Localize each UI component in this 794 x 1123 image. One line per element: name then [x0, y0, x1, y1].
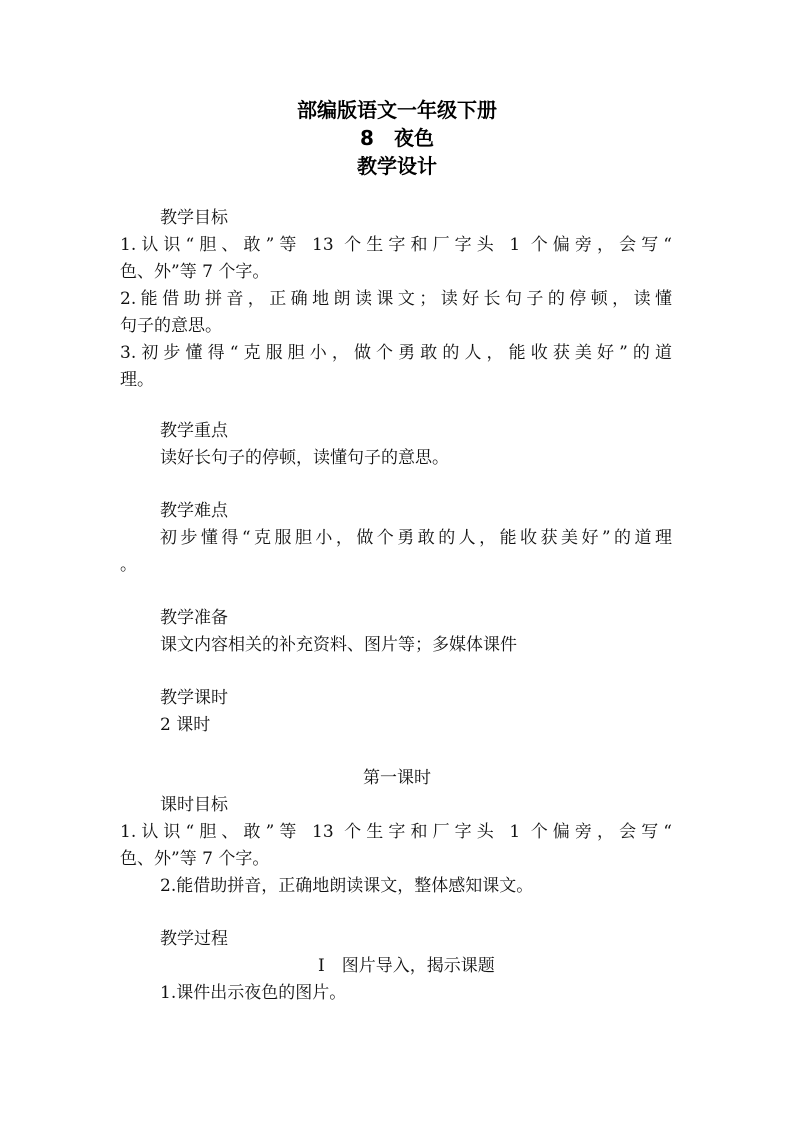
- section-heading-objectives: 教学目标: [160, 208, 228, 228]
- key-points-text: 读好长句子的停顿，读懂句子的意思。: [160, 448, 449, 468]
- process-part-1-title: Ⅰ 图片导入，揭示课题: [318, 956, 495, 976]
- objective-3-line-2: 理。: [120, 370, 154, 390]
- lesson-1-title: 第一课时: [363, 768, 431, 788]
- section-heading-key-points: 教学重点: [160, 421, 228, 441]
- section-heading-process: 教学过程: [160, 929, 228, 949]
- process-step-1: 1.课件出示夜色的图片。: [160, 983, 347, 1003]
- section-heading-preparation: 教学准备: [160, 608, 228, 628]
- lesson-1-objective-1-line-2: 色、外”等 7 个字。: [120, 849, 270, 869]
- objective-3-line-1: 3.初步懂得“克服胆小，做个勇敢的人，能收获美好”的道: [120, 343, 672, 363]
- doc-title-series: 部编版语文一年级下册: [297, 98, 497, 122]
- difficulties-text-line-2: 。: [120, 555, 137, 575]
- section-heading-difficulties: 教学难点: [160, 501, 228, 521]
- objective-2-line-1: 2.能借助拼音，正确地朗读课文；读好长句子的停顿，读懂: [120, 289, 672, 309]
- objective-1-line-1: 1.认识“胆、敢”等 13 个生字和厂字头 1 个偏旁，会写“: [120, 235, 672, 255]
- hours-text: 2 课时: [160, 715, 211, 735]
- objective-2-line-2: 句子的意思。: [120, 316, 222, 336]
- lesson-1-objective-2: 2.能借助拼音，正确地朗读课文，整体感知课文。: [160, 876, 534, 896]
- objective-1-line-2: 色、外”等 7 个字。: [120, 262, 270, 282]
- doc-title-lesson: 8 夜色: [360, 126, 434, 150]
- lesson-1-objective-1-line-1: 1.认识“胆、敢”等 13 个生字和厂字头 1 个偏旁，会写“: [120, 822, 672, 842]
- section-heading-hours: 教学课时: [160, 688, 228, 708]
- difficulties-text-line-1: 初步懂得“克服胆小，做个勇敢的人，能收获美好”的道理: [160, 528, 672, 548]
- preparation-text: 课文内容相关的补充资料、图片等；多媒体课件: [160, 635, 517, 655]
- doc-title-type: 教学设计: [357, 154, 437, 178]
- lesson-1-objectives-heading: 课时目标: [160, 795, 228, 815]
